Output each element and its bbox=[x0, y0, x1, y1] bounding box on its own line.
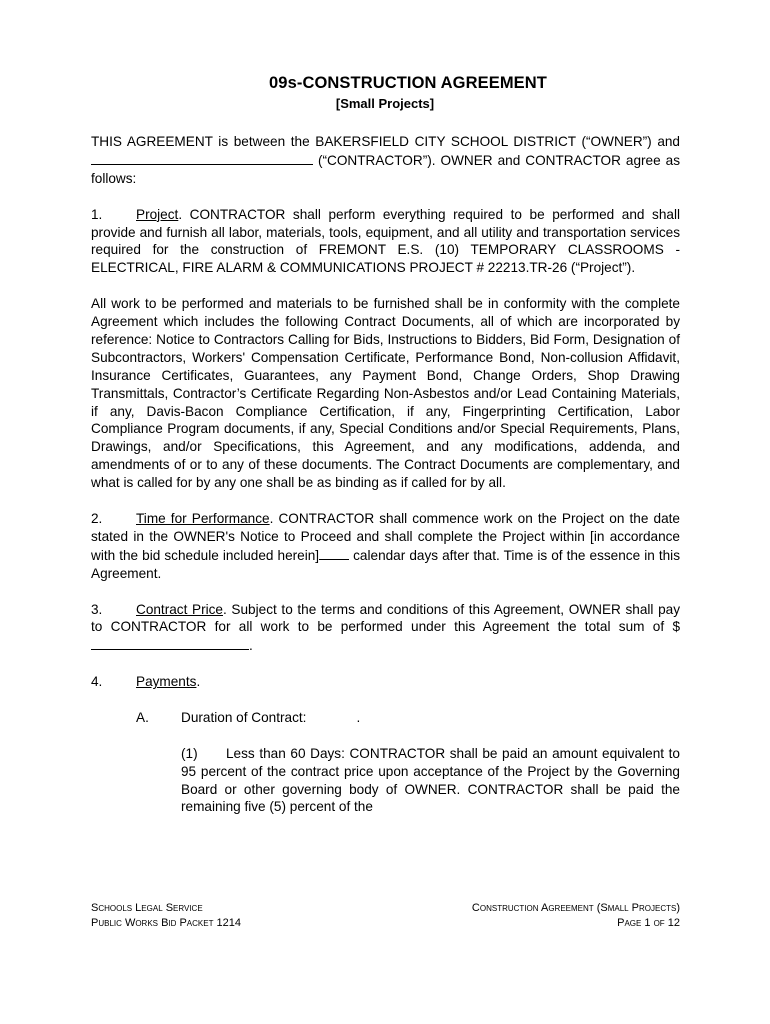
footer-right-line-1: Construction Agreement (Small Projects) bbox=[471, 902, 680, 914]
document-title: 09s-CONSTRUCTION AGREEMENT bbox=[269, 74, 547, 92]
section-2-paragraph bbox=[91, 510, 680, 583]
footer-left-line-1: Schools Legal Service bbox=[91, 902, 203, 914]
section-4-heading: Payments bbox=[136, 674, 197, 690]
section-3-number: 3. bbox=[91, 601, 103, 617]
section-4a1-paragraph bbox=[181, 745, 680, 817]
footer-left bbox=[91, 901, 241, 931]
page-number: Page 1 of 12 bbox=[617, 917, 680, 929]
contractor-name-blank bbox=[91, 151, 313, 165]
section-3-paragraph: 3. Contract Price. Subject to the terms and conditions of this Agreement, OWNER shall pay to CONTRACTOR for all work to be performed under this Agreement the total sum of $. bbox=[91, 601, 680, 654]
footer-right bbox=[472, 901, 680, 931]
section-4a-text: Duration of Contract: bbox=[181, 709, 307, 725]
section-1-paragraph bbox=[91, 206, 680, 278]
document-body bbox=[91, 133, 680, 834]
contract-sum-blank bbox=[91, 636, 249, 650]
calendar-days-blank bbox=[319, 546, 349, 560]
intro-paragraph bbox=[91, 133, 680, 188]
section-4a-end: . bbox=[356, 709, 361, 725]
section-1-number: 1. bbox=[91, 206, 103, 222]
document-subtitle: [Small Projects] bbox=[335, 96, 435, 111]
section-4-heading-end: . bbox=[196, 674, 201, 690]
contract-documents-paragraph: All work to be performed and materials to be furnished shall be in conformity with the complete Agreement which includes the following Contract Documents, all of which are incorporated by reference: Notice to Contractors Calling for Bids, Instructions to Bidders, Bid Form, Designation of Subcontractors, Workers' Compensation Certificate, Performance Bond, Non-collusion Affidavit, Insurance Certificates, Guarantees, any Payment Bond, Change Orders, Shop Drawing Transmittals, Contractor’s Certificate Regarding Non-Asbestos and/or Lead Containing Materials, if any, Davis-Bacon Compliance Certification, if any, Fingerprinting Certification, Labor Compliance Program documents, if any, Special Conditions and/or Special Requirements, Plans, Drawings, and/or Specifications, this Agreement, and any modifications, addenda, and amendments of or to any of these documents. The Contract Documents are complementary, and what is called for by any one shall be as binding as if called for by all. bbox=[91, 296, 680, 491]
section-2-text-end: calendar days after that. Time is of the essence in this Agreement. bbox=[91, 547, 680, 581]
section-2-heading: Time for Performance bbox=[136, 510, 270, 526]
intro-text-start: THIS AGREEMENT is between the BAKERSFIELD CITY SCHOOL DISTRICT (“OWNER”) and bbox=[91, 134, 680, 149]
section-1-text: . CONTRACTOR shall perform everything required to be performed and shall provide and furnish all labor, materials, tools, equipment, and all utility and transportation services required for the construction of FREMONT E.S. (10) TEMPORARY CLASSROOMS - ELECTRICAL, FIRE ALARM & COMMUNICATIONS PROJECT # 22213.TR-26 (“Project”). bbox=[91, 206, 680, 276]
section-3-heading: Contract Price bbox=[136, 601, 223, 617]
section-1-heading: Project bbox=[136, 206, 179, 222]
section-4a1-text: Less than 60 Days: CONTRACTOR shall be paid an amount equivalent to 95 percent of the contract price upon acceptance of the Project by the Governing Board or other governing body of OWNER. CONTRACTOR shall be paid the remaining five (5) percent of the bbox=[181, 745, 680, 815]
section-4-number: 4. bbox=[91, 674, 103, 690]
section-4-paragraph bbox=[91, 673, 680, 691]
intro-text-end: (“CONTRACTOR”). OWNER and CONTRACTOR agree as follows: bbox=[91, 152, 680, 186]
section-4a-letter: A. bbox=[136, 709, 149, 725]
section-4a1-number: (1) bbox=[181, 745, 198, 761]
section-4a-paragraph bbox=[136, 709, 680, 727]
section-2-number: 2. bbox=[91, 510, 103, 526]
section-2-text-start: . CONTRACTOR shall commence work on the Project on the date stated in the OWNER's Notice to Proceed and shall complete the Project within [in accordance with the bid schedule included herein] bbox=[91, 510, 680, 563]
section-3-text: . Subject to the terms and conditions of this Agreement, OWNER shall pay to CONTRACTOR for all work to be performed under this Agreement the total sum of $ bbox=[91, 601, 680, 635]
footer-left-line-2: Public Works Bid Packet 1214 bbox=[91, 917, 241, 929]
